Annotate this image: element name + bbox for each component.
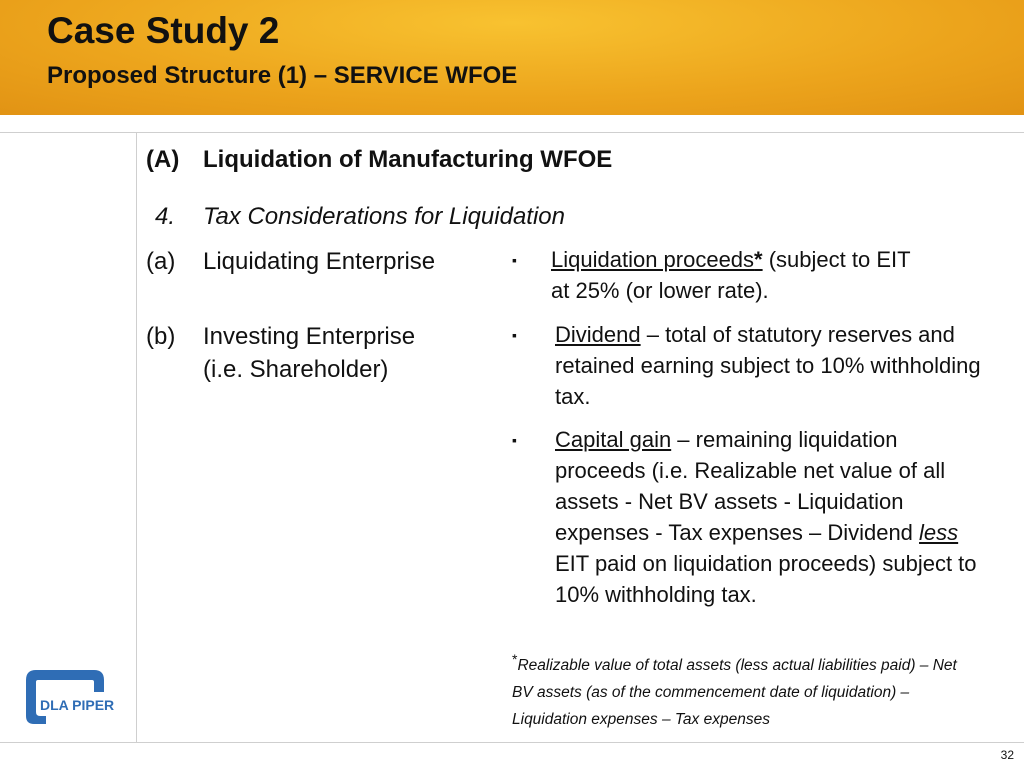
row-a-marker: (a)	[146, 248, 176, 275]
row-a-bullet-term: Liquidation proceeds	[551, 247, 755, 272]
bullet-icon: ▪	[512, 252, 517, 268]
row-a-label: Liquidating Enterprise	[203, 248, 436, 275]
slide-subtitle: Proposed Structure (1) – SERVICE WFOE	[47, 62, 518, 89]
section-title: Liquidation of Manufacturing WFOE	[203, 146, 613, 173]
row-b-label-line1: Investing Enterprise	[203, 323, 416, 350]
footnote	[512, 646, 972, 733]
bullet-icon: ▪	[512, 432, 517, 448]
row-b-bullet-capital-gain	[555, 424, 985, 610]
row-a-bullet-text-line2: at 25% (or lower rate).	[551, 278, 769, 303]
row-b-label-line2: (i.e. Shareholder)	[203, 356, 389, 383]
subsection-title: Tax Considerations for Liquidation	[203, 203, 566, 230]
section-marker: (A)	[146, 146, 180, 173]
capital-gain-text-after: EIT paid on liquidation proceeds) subject to 10% withholding tax.	[555, 551, 977, 607]
capital-gain-text-before: – remaining liquidation proceeds (i.e. Realizable net value of all assets - Net BV assets - Liquidation expenses - Tax expenses – Dividend	[555, 427, 946, 545]
page-number: 32	[1000, 748, 1014, 762]
title-banner	[0, 0, 1024, 115]
bullet-icon: ▪	[512, 327, 517, 343]
subsection-number: 4.	[155, 203, 176, 230]
top-divider	[0, 132, 1024, 133]
column-divider	[136, 132, 137, 742]
dividend-text: – total of statutory reserves and retained earning subject to 10% withholding tax.	[555, 322, 981, 409]
row-b-marker: (b)	[146, 323, 176, 350]
logo-text: DLA PIPER	[40, 697, 115, 713]
bottom-divider	[0, 742, 1024, 743]
capital-gain-emphasis: less	[919, 520, 959, 545]
capital-gain-term: Capital gain	[555, 427, 672, 452]
row-a-bullet	[551, 244, 981, 306]
row-b-bullet-dividend	[555, 319, 985, 412]
dividend-term: Dividend	[555, 322, 641, 347]
footnote-marker: *	[512, 651, 518, 667]
footnote-text: Realizable value of total assets (less actual liabilities paid) – Net BV assets (as of the commencement date of liquidation) – Liquidation expenses – Tax expenses	[512, 657, 957, 729]
dla-piper-logo	[24, 668, 120, 724]
row-b-label	[203, 320, 415, 386]
row-a-bullet-asterisk: *	[754, 247, 763, 272]
slide-title: Case Study 2	[47, 10, 280, 51]
row-a-bullet-text-line1: (subject to EIT	[762, 247, 911, 272]
